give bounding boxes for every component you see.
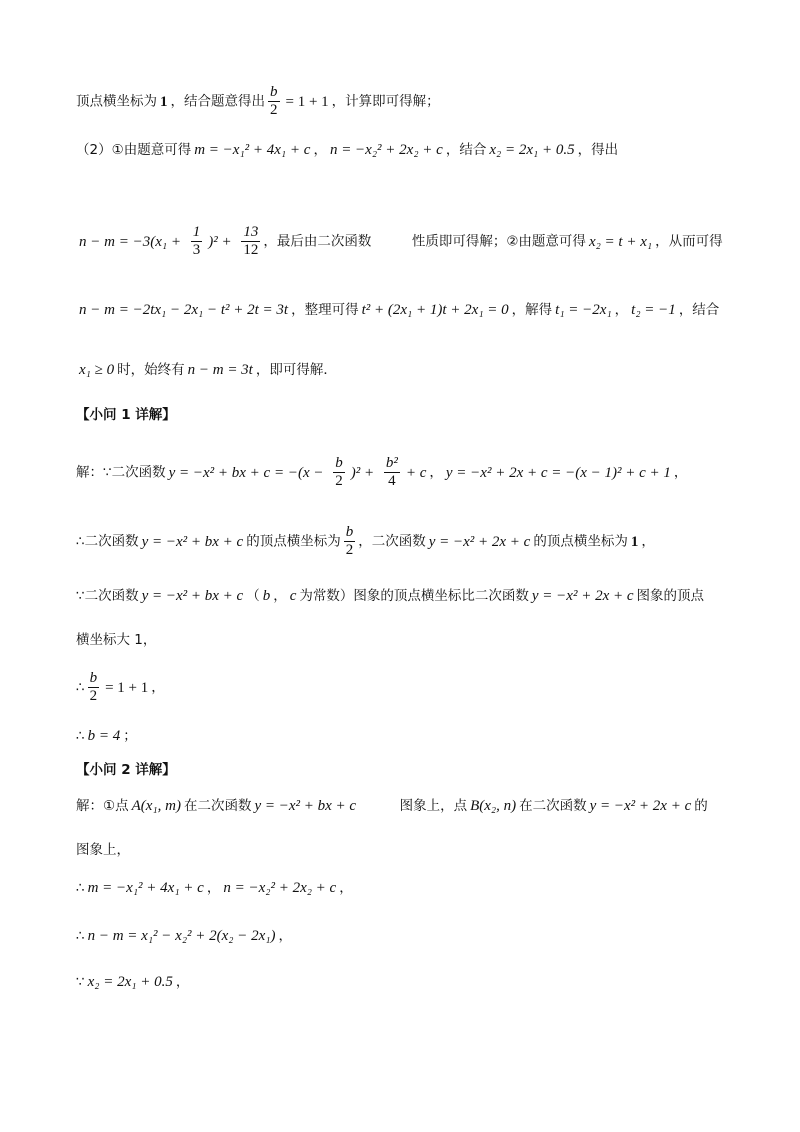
solution-line-2: ∴二次函数 y = −x² + bx + c 的顶点横坐标为 $\frac{b}{2}$ ，二次函数 y = −x² + 2x + c 的顶点横坐标为 1 ， bbox=[76, 524, 655, 558]
solution-line-6: ∴ b = 4 ； bbox=[76, 728, 137, 744]
fraction: $\frac{1}{3}$ bbox=[192, 224, 201, 258]
fraction: $\frac{b}{2}$ bbox=[345, 524, 354, 558]
fraction: $\frac{\text{b²}}{4}$ bbox=[385, 455, 398, 489]
section-heading-1: 【小问 1 详解】 bbox=[76, 407, 176, 423]
analysis-line-4: n − m = −2tx₁ − 2x₁ − t² + 2t = 3t ，整理可得 t² + (2x₁ + 1)t + 2x₁ = 0 ，解得 t₁ = −2x₁ ， t₂ = −1 ，结合 bbox=[79, 302, 720, 318]
solution-line-8: 图象上， bbox=[76, 842, 130, 858]
fraction: $\frac{b}{2}$ bbox=[270, 84, 278, 118]
analysis-line-3: n − m = −3(x₁ + $\frac{1}{3}$ )² + $\frac{13}{12}$ ，最后由二次函数 性质即可得解；②由题意可得 x₂ = t + x₁ ，从而可得 bbox=[79, 224, 723, 258]
analysis-line-5: x₁ ≥ 0 时，始终有 n − m = 3t ，即可得解． bbox=[79, 362, 337, 378]
solution-line-10: ∴ n − m = x₁² − x₂² + 2(x₂ − 2x₁) ， bbox=[76, 928, 293, 944]
analysis-line-2: （2）①由题意可得 m = −x₁² + 4x₁ + c ， n = −x₂² + 2x₂ + c ，结合 x₂ = 2x₁ + 0.5 ，得出 bbox=[76, 142, 619, 158]
solution-line-4: 横坐标大 1， bbox=[76, 632, 157, 648]
fraction: $\frac{b}{2}$ bbox=[335, 455, 343, 489]
solution-line-5: ∴ $\frac{b}{2}$ = 1 + 1 ， bbox=[76, 670, 165, 704]
solution-line-1: 解：∵二次函数 y = −x² + bx + c = −(x − $\frac{b}{2}$ )² + $\frac{\text{b²}}{4}$ + c ， y = −x² + 2x + c = −(x − 1)² + c + 1 ， bbox=[76, 455, 688, 489]
fraction: $\frac{13}{12}$ bbox=[243, 224, 259, 258]
solution-line-9: ∴ m = −x₁² + 4x₁ + c ， n = −x₂² + 2x₂ + c ， bbox=[76, 880, 353, 896]
solution-line-3: ∵二次函数 y = −x² + bx + c （ b ， c 为常数）图象的顶点横坐标比二次函数 y = −x² + 2x + c 图象的顶点 bbox=[76, 588, 705, 604]
analysis-line-1: 顶点横坐标为 1 ，结合题意得出 $\frac{b}{2}$ = 1 + 1 ，计算即可得解； bbox=[76, 84, 440, 118]
solution-line-7: 解：①点 A(x₁, m) 在二次函数 y = −x² + bx + c 图象上，点 B(x₂, n) 在二次函数 y = −x² + 2x + c 的 bbox=[76, 798, 708, 814]
section-heading-2: 【小问 2 详解】 bbox=[76, 762, 176, 778]
solution-line-11: ∵ x₂ = 2x₁ + 0.5 ， bbox=[76, 974, 190, 990]
fraction: $\frac{b}{2}$ bbox=[89, 670, 98, 704]
